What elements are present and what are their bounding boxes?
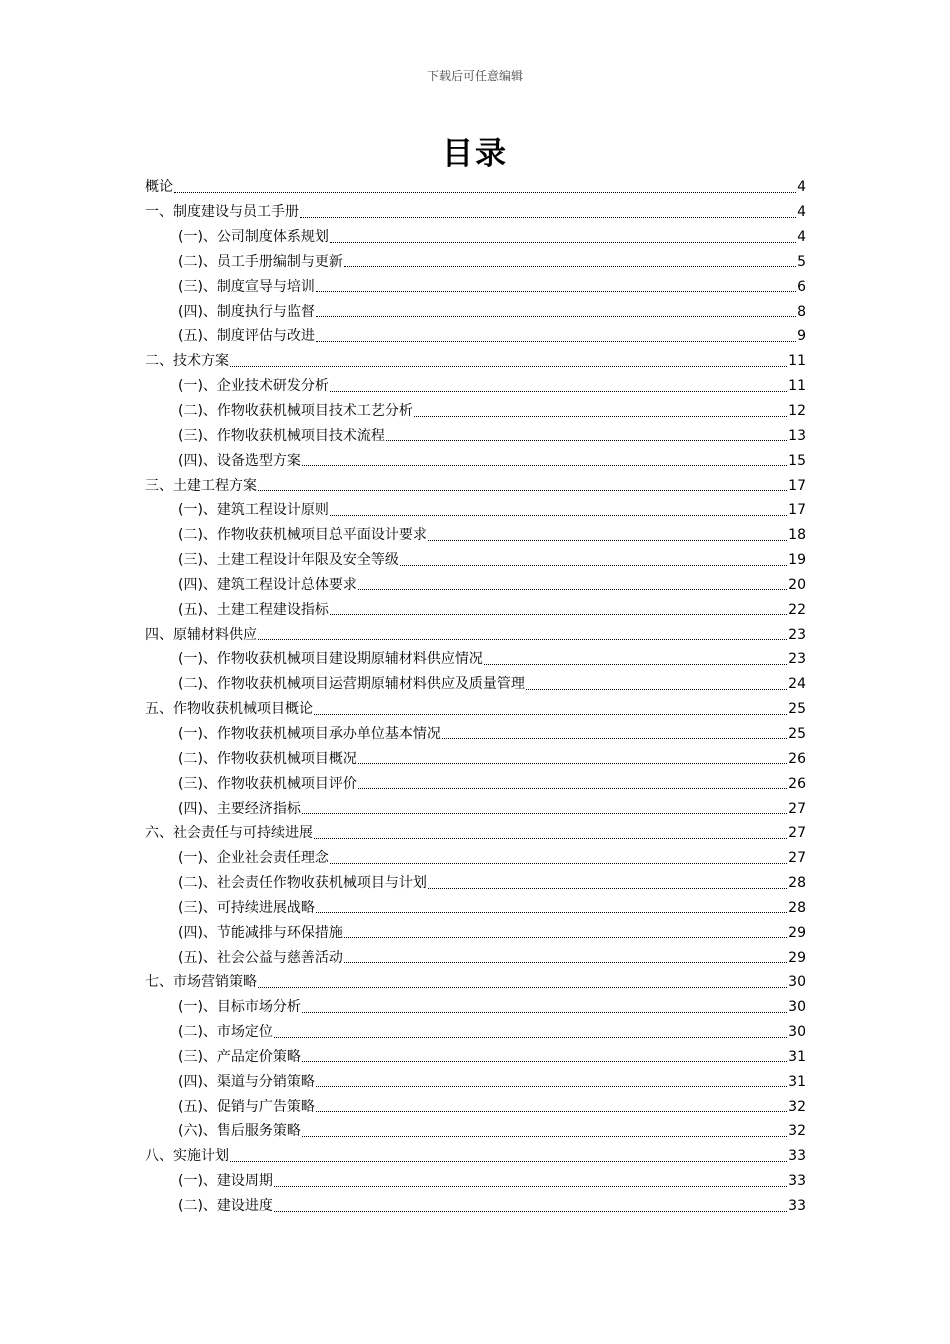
toc-entry-title: (三)、土建工程设计年限及安全等级 (178, 552, 399, 569)
toc-dot-leader (330, 377, 787, 392)
toc-entry-title: (四)、设备选型方案 (178, 452, 301, 469)
toc-page-number: 23 (788, 651, 806, 668)
toc-entry-title: (二)、作物收获机械项目运营期原辅材料供应及质量管理 (178, 676, 525, 693)
toc-dot-leader (274, 1197, 787, 1212)
toc-entry-section[interactable] (145, 324, 806, 349)
toc-entry-title: (一)、企业技术研发分析 (178, 378, 329, 395)
toc-entry-title: 三、土建工程方案 (145, 477, 257, 494)
toc-dot-leader (174, 178, 796, 193)
toc-dot-leader (330, 228, 796, 243)
toc-entry-section[interactable] (145, 374, 806, 399)
toc-page-number: 30 (788, 974, 806, 991)
toc-entry-title: (一)、建筑工程设计原则 (178, 502, 329, 519)
toc-page-number: 5 (797, 253, 806, 270)
toc-entry-title: (二)、员工手册编制与更新 (178, 253, 343, 270)
toc-dot-leader (258, 625, 787, 640)
toc-page-number: 12 (788, 403, 806, 420)
toc-entry-title: (一)、目标市场分析 (178, 999, 301, 1016)
toc-entry-title: (四)、建筑工程设计总体要求 (178, 576, 357, 593)
toc-page-number: 6 (797, 278, 806, 295)
toc-entry-section[interactable] (145, 299, 806, 324)
toc-entry-title: 六、社会责任与可持续进展 (145, 825, 313, 842)
toc-dot-leader (230, 1147, 787, 1162)
toc-page-number: 28 (788, 875, 806, 892)
toc-entry-title: (一)、作物收获机械项目承办单位基本情况 (178, 725, 441, 742)
toc-entry-section[interactable] (145, 647, 806, 672)
toc-entry-chapter[interactable] (145, 697, 806, 722)
toc-entry-title: (三)、作物收获机械项目技术流程 (178, 427, 385, 444)
toc-entry-chapter[interactable] (145, 970, 806, 995)
toc-page-number: 4 (797, 229, 806, 246)
toc-entry-section[interactable] (145, 1045, 806, 1070)
toc-entry-section[interactable] (145, 895, 806, 920)
toc-entry-title: (四)、渠道与分销策略 (178, 1073, 315, 1090)
toc-page-number: 15 (788, 452, 806, 469)
toc-dot-leader (316, 898, 787, 913)
toc-entry-section[interactable] (145, 399, 806, 424)
toc-dot-leader (526, 675, 787, 690)
toc-page-number: 32 (788, 1098, 806, 1115)
toc-dot-leader (300, 203, 796, 218)
toc-entry-title: (二)、作物收获机械项目技术工艺分析 (178, 403, 413, 420)
toc-entry-section[interactable] (145, 250, 806, 275)
toc-entry-chapter[interactable] (145, 622, 806, 647)
toc-entry-section[interactable] (145, 523, 806, 548)
toc-dot-leader (442, 724, 787, 739)
toc-entry-section[interactable] (145, 1094, 806, 1119)
toc-entry-chapter[interactable] (145, 473, 806, 498)
toc-page-number: 28 (788, 899, 806, 916)
toc-dot-leader (302, 799, 787, 814)
toc-dot-leader (302, 1047, 787, 1062)
toc-dot-leader (302, 451, 787, 466)
toc-entry-title: (一)、建设周期 (178, 1173, 273, 1190)
toc-entry-title: (三)、产品定价策略 (178, 1048, 301, 1065)
toc-entry-title: 七、市场营销策略 (145, 974, 257, 991)
toc-dot-leader (358, 774, 787, 789)
toc-entry-chapter[interactable] (145, 1144, 806, 1169)
toc-entry-section[interactable] (145, 1020, 806, 1045)
toc-entry-title: (二)、作物收获机械项目总平面设计要求 (178, 527, 427, 544)
toc-page-number: 17 (788, 477, 806, 494)
toc-entry-section[interactable] (145, 1069, 806, 1094)
toc-page-number: 11 (788, 353, 806, 370)
toc-entry-section[interactable] (145, 796, 806, 821)
toc-page-number: 31 (788, 1073, 806, 1090)
toc-dot-leader (274, 1023, 787, 1038)
toc-entry-title: (二)、建设进度 (178, 1198, 273, 1215)
toc-page-number: 17 (788, 502, 806, 519)
toc-dot-leader (258, 973, 787, 988)
toc-dot-leader (358, 575, 787, 590)
toc-entry-title: (二)、作物收获机械项目概况 (178, 750, 357, 767)
toc-dot-leader (428, 526, 787, 541)
toc-page-number: 18 (788, 527, 806, 544)
toc-page-number: 8 (797, 303, 806, 320)
toc-page-number: 29 (788, 924, 806, 941)
toc-entry-title: (一)、企业社会责任理念 (178, 850, 329, 867)
toc-entry-title: (三)、制度宣导与培训 (178, 278, 315, 295)
toc-dot-leader (344, 252, 796, 267)
toc-page-number: 19 (788, 552, 806, 569)
page-title: 目录 (442, 136, 508, 172)
toc-dot-leader (386, 426, 787, 441)
toc-entry-section[interactable] (145, 920, 806, 945)
toc-entry-title: (五)、制度评估与改进 (178, 328, 315, 345)
toc-entry-section[interactable] (145, 1119, 806, 1144)
toc-page-number: 4 (797, 179, 806, 196)
toc-page-number: 27 (788, 825, 806, 842)
toc-entry-section[interactable] (145, 597, 806, 622)
toc-dot-leader (330, 600, 787, 615)
toc-entry-section[interactable] (145, 498, 806, 523)
toc-entry-chapter[interactable] (145, 175, 806, 200)
toc-page-number: 11 (788, 378, 806, 395)
toc-dot-leader (302, 1122, 787, 1137)
toc-page-number: 4 (797, 204, 806, 221)
toc-page-number: 27 (788, 850, 806, 867)
toc-dot-leader (330, 501, 787, 516)
toc-entry-chapter[interactable] (145, 821, 806, 846)
toc-page-number: 9 (797, 328, 806, 345)
toc-page-number: 25 (788, 701, 806, 718)
toc-entry-section[interactable] (145, 1194, 806, 1219)
toc-entry-title: (五)、促销与广告策略 (178, 1098, 315, 1115)
toc-dot-leader (230, 352, 787, 367)
toc-entry-section[interactable] (145, 771, 806, 796)
toc-entry-section[interactable] (145, 746, 806, 771)
toc-entry-section[interactable] (145, 1169, 806, 1194)
toc-entry-title: (二)、社会责任作物收获机械项目与计划 (178, 875, 427, 892)
toc-page-number: 26 (788, 750, 806, 767)
toc-entry-title: (一)、作物收获机械项目建设期原辅材料供应情况 (178, 651, 483, 668)
toc-entry-section[interactable] (145, 274, 806, 299)
toc-entry-title: (四)、制度执行与监督 (178, 303, 315, 320)
toc-entry-title: (三)、作物收获机械项目评价 (178, 775, 357, 792)
toc-page-number: 26 (788, 775, 806, 792)
toc-dot-leader (344, 948, 787, 963)
toc-entry-title: (五)、社会公益与慈善活动 (178, 949, 343, 966)
toc-dot-leader (330, 849, 787, 864)
toc-page-number: 32 (788, 1123, 806, 1140)
toc-entry-title: 概论 (145, 179, 173, 196)
toc-page-number: 30 (788, 1024, 806, 1041)
toc-entry-title: (四)、主要经济指标 (178, 800, 301, 817)
toc-dot-leader (344, 923, 787, 938)
toc-entry-chapter[interactable] (145, 349, 806, 374)
toc-page-number: 29 (788, 949, 806, 966)
toc-entry-title: 四、原辅材料供应 (145, 626, 257, 643)
toc-entry-chapter[interactable] (145, 200, 806, 225)
toc-dot-leader (316, 1097, 787, 1112)
toc-dot-leader (274, 1172, 787, 1187)
toc-dot-leader (400, 551, 787, 566)
toc-page-number: 13 (788, 427, 806, 444)
toc-dot-leader (258, 476, 787, 491)
toc-dot-leader (414, 402, 787, 417)
toc-entry-title: 八、实施计划 (145, 1148, 229, 1165)
toc-entry-title: (五)、土建工程建设指标 (178, 601, 329, 618)
toc-entry-section[interactable] (145, 225, 806, 250)
toc-entry-title: 五、作物收获机械项目概论 (145, 701, 313, 718)
toc-entry-section[interactable] (145, 722, 806, 747)
toc-page-number: 22 (788, 601, 806, 618)
toc-page-number: 23 (788, 626, 806, 643)
toc-page-number: 33 (788, 1173, 806, 1190)
toc-entry-title: (一)、公司制度体系规划 (178, 229, 329, 246)
toc-entry-title: (二)、市场定位 (178, 1024, 273, 1041)
toc-entry-section[interactable] (145, 448, 806, 473)
toc-page-number: 24 (788, 676, 806, 693)
toc-entry-section[interactable] (145, 573, 806, 598)
toc-page-number: 27 (788, 800, 806, 817)
toc-dot-leader (428, 874, 787, 889)
toc-dot-leader (358, 749, 787, 764)
toc-entry-title: (六)、售后服务策略 (178, 1123, 301, 1140)
toc-entry-title: (四)、节能减排与环保措施 (178, 924, 343, 941)
toc-entry-section[interactable] (145, 423, 806, 448)
page-header-note: 下载后可任意编辑 (426, 69, 523, 83)
toc-page-number: 30 (788, 999, 806, 1016)
toc-entry-title: 二、技术方案 (145, 353, 229, 370)
toc-entry-section[interactable] (145, 672, 806, 697)
toc-page-number: 33 (788, 1198, 806, 1215)
table-of-contents (145, 175, 806, 1218)
toc-entry-section[interactable] (145, 871, 806, 896)
toc-dot-leader (314, 824, 787, 839)
toc-dot-leader (316, 302, 796, 317)
toc-page-number: 33 (788, 1148, 806, 1165)
toc-entry-section[interactable] (145, 995, 806, 1020)
toc-page-number: 20 (788, 576, 806, 593)
toc-entry-section[interactable] (145, 548, 806, 573)
toc-entry-section[interactable] (145, 846, 806, 871)
toc-page-number: 25 (788, 725, 806, 742)
toc-dot-leader (484, 650, 787, 665)
toc-dot-leader (316, 327, 796, 342)
toc-entry-title: (三)、可持续进展战略 (178, 899, 315, 916)
toc-entry-title: 一、制度建设与员工手册 (145, 204, 299, 221)
toc-entry-section[interactable] (145, 945, 806, 970)
toc-dot-leader (316, 1072, 787, 1087)
toc-page-number: 31 (788, 1048, 806, 1065)
toc-dot-leader (302, 998, 787, 1013)
toc-dot-leader (314, 700, 787, 715)
toc-dot-leader (316, 277, 796, 292)
